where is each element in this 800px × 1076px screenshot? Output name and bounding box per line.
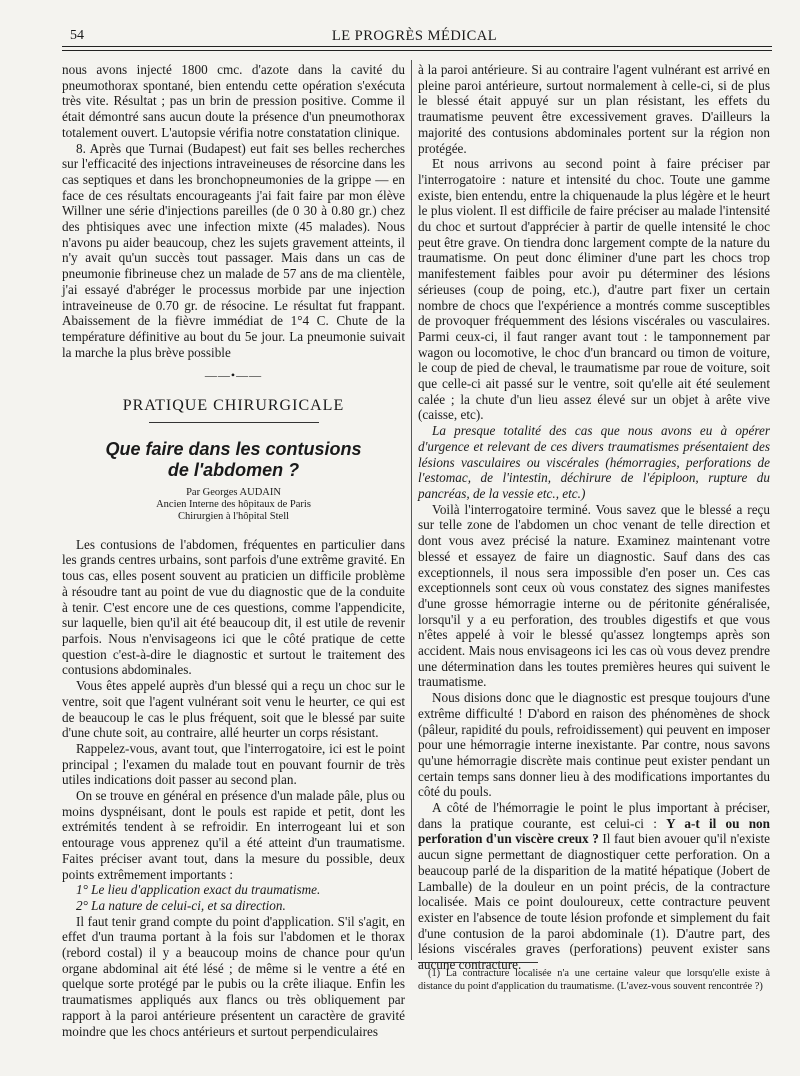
right-column	[418, 62, 770, 973]
ornament-divider: ——•——	[204, 368, 263, 383]
left-column	[62, 62, 405, 1039]
author-byline: Par Georges AUDAIN	[186, 486, 281, 498]
paragraph: Voilà l'interrogatoire terminé. Vous savez que le blessé a reçu sur telle zone de l'abdomen un choc venant de telle direction et dont vous avez précisé la nature. Examinez maintenant votre blessé et essayez de faire un diagnostic. Sauf dans des cas exceptionnels, il nous sera impossible d'en poser un. Ces cas exceptionnels sont ceux où vous constatez des signes manifestes d'une grosse hémorragie interne ou de péritonite généralisée, lorsqu'il y a eu perforation, des troubles digestifs et que vous n'êtes appelé à voir le blessé qu'assez longtemps après son accident. Mais nous envisageons ici les cas où vous devez prendre une détermination dans les toutes premières heures qui suivent le traumatisme.	[418, 501, 770, 690]
paragraph: Et nous arrivons au second point à faire préciser par l'interrogatoire : nature et intensité du choc. Toute une gamme existe, bien entendu, entre la chiquenaude la plus légère et le heurt le plus violent. Il est difficile de faire préciser au malade l'intensité du choc et surtout d'apprécier à partir de quelle intensité le choc peut être grave. On tiendra donc largement compte de la nature du traumatisme. On peut donc éliminer d'une part les chocs trop manifestement faibles pour avoir pu déterminer des lésions sérieuses (coup de poing, etc.), d'autre part fixer un certain nombre de chocs que l'expérience a montrés comme susceptibles de provoquer fréquemment des lésions viscérales ou vasculaires. Parmi ceux-ci, il faut ranger avant tout : le tamponnement par wagon ou locomotive, le choc d'un brancard ou timon de voiture, le coup de pied de cheval, le traumatisme par roue de voiture, soit que celle-ci ait passé sur le ventre, soit qu'elle ait été seulement calée ; la chute d'un lieu assez élevé sur un objet à arête vive (caisse, etc).	[418, 156, 770, 423]
list-item: 1° Le lieu d'application exact du traumatisme.	[76, 882, 321, 898]
paragraph: nous avons injecté 1800 cmc. d'azote dans la cavité du pneumothorax spontané, bien entendu cette opération s'exécuta très vite. Résultat ; pas un brin de pression positive. Comme il était démontré sans aucun doute la présence d'un pneumothorax totalement ouvert. L'autopsie vérifia notre constatation clinique.	[62, 62, 405, 140]
section-rule	[149, 422, 319, 423]
paragraph: Les contusions de l'abdomen, fréquentes en particulier dans les grands centres urbains, sont parfois d'une extrême gravité. En tous cas, elles posent souvent au praticien un difficile problème à résoudre tant au point de vue du diagnostic que de la conduite à tenir. C'est encore une de ces questions, comme l'appendicite, sur laquelle, bien qu'il ait été beaucoup dit, il est utile de revenir parfois. Nous n'envisageons ici que le côté pratique de cette question c'est-à-dire le diagnostic et surtout le traitement des contusions abdominales.	[62, 536, 405, 678]
section-heading: PRATIQUE CHIRURGICALE	[122, 397, 345, 415]
paragraph: 8. Après que Turnai (Budapest) eut fait ses belles recherches sur l'efficacité des injections intraveineuses de résorcine dans les cas septiques et dans les bronchopneumonies de la grippe — en face de ces résultats encourageants j'ai fait faire par mon élève Willner une série d'injections pareilles (de 0 30 à 0.80 gr.) chez des phtisiques avec une infection mixte (45 malades). Nous n'avons pu aider beaucoup, chez les sujets gravement atteints, il n'y avait qu'un succès tout passager. Mais dans un cas de pneumonie fibrineuse chez un malade de 57 ans de ma clientèle, j'ai essayé d'abréger le processus morbide par une injection intraveineuse de 0.70 gr. de résocine. Le résultat fut frappant. Abaissement de la fièvre immédiat de 1°4 C. Chute de la température définitive au bout du 5e jour. La pneumonie suivait la marche la plus brève possible	[62, 140, 405, 360]
author-affiliation	[62, 499, 405, 523]
paragraph: On se trouve en général en présence d'un malade pâle, plus ou moins dyspnéisant, dont le pouls est rapide et petit, dont les extrémités tendent à se refroidir. En interrogeant lui et son entourage vous apprenez qu'il a été atteint d'un traumatisme. Faites préciser avant tout, dans la mesure du possible, deux points extrêmement importants :	[62, 788, 405, 882]
footnote: (1) La contracture localisée n'a une certaine valeur que lorsqu'elle existe à distance du point d'application du traumatisme. (L'avez-vous souvent rencontrée ?)	[418, 968, 770, 992]
journal-title: LE PROGRÈS MÉDICAL	[331, 28, 498, 44]
paragraph: Vous êtes appelé auprès d'un blessé qui a reçu un choc sur le ventre, soit que l'agent vulnérant soit venu le heurter, ce qui est de beaucoup le cas le plus fréquent, soit que le blessé par suite d'une chute soit, au contraire, allé heurter un corps résistant.	[62, 678, 405, 741]
text-run: A côté de l'hémorragie le point le plus important à préciser, dans la pratique courante, est celui-ci :	[418, 800, 770, 831]
paragraph: à la paroi antérieure. Si au contraire l'agent vulnérant est arrivé en pleine paroi antérieure, surtout normalement à celle-ci, si de plus le blessé était appuyé sur un plan résistant, les effets du traumatisme peuvent être excessivement graves. D'ailleurs la majorité des contusions abdominales portent sur la région non protégée.	[418, 62, 770, 156]
footnote-rule	[418, 962, 538, 963]
text-run: Il faut bien avouer qu'il n'existe aucun signe permettant de diagnostiquer cette perforation. On a beaucoup parlé de la disparition de la matité hépatique (Jobert de Lamballe) de la douleur en un point précis, de la contracture localisée. Mais ce point douloureux, cette contracture peuvent exister en l'absence de toute lésion profonde et simplement du fait d'une contusion de la paroi abdominale (1). D'autre part, des lésions viscérales graves (perforations) peuvent exister sans aucune contracture.	[418, 831, 770, 973]
affiliation-line: Chirurgien à l'hôpital Stell	[177, 510, 290, 522]
header-rule	[62, 46, 772, 47]
article-title	[62, 439, 405, 481]
bold-question: Y a-t il ou non perforation d'un viscère creux ?	[418, 815, 770, 847]
paragraph	[418, 800, 770, 973]
affiliation-line: Ancien Interne des hôpitaux de Paris	[156, 498, 311, 510]
column-divider	[411, 60, 412, 960]
paragraph: Rappelez-vous, avant tout, que l'interrogatoire, ici est le point principal ; l'examen du malade tout en pouvant fournir de très utiles indications doit passer au second plan.	[62, 740, 405, 788]
paragraph: Nous disions donc que le diagnostic est presque toujours d'une extrême difficulté ! D'abord en raison des phénomènes de shock (pâleur, rapidité du pouls, refroidissement) qui peuvent en imposer pour une hémorragie interne inexistante. Par contre, nous savons qu'une hémorragie discrète mais continue peut exister pendant un certain temps sans donner lieu à des modifications importantes du côté du pouls.	[418, 690, 770, 800]
page-number: 54	[70, 28, 84, 43]
article-title-line: Que faire dans les contusions	[105, 438, 362, 459]
paragraph: La presque totalité des cas que nous avons eu à opérer d'urgence et relevant de ces divers traumatismes présentaient des lésions vasculaires ou viscérales (hémorragies, perforations de l'estomac, de l'intestin, déchirure de l'épiploon, rupture du pancréas, de la vessie etc., etc.)	[418, 423, 770, 501]
list-item: 2° La nature de celui-ci, et sa direction.	[76, 897, 286, 913]
paragraph: Il faut tenir grand compte du point d'application. S'il s'agit, en effet d'un trauma portant à la fois sur l'abdomen et le thorax (rebord costal) il y a beaucoup moins de chance pour qu'un organe abdominal ait été lésé ; de même si le ventre a été en quelque sorte protégé par le pubis ou la crête iliaque. Enfin les traumatismes appliqués aux flancs ou très obliquement par rapport à la paroi antérieure présentent un caractère de gravité moindre que les chocs antérieurs et surtout perpendiculaires	[62, 913, 405, 1039]
page-header	[62, 26, 767, 46]
article-title-line: de l'abdomen ?	[167, 459, 300, 480]
header-rule-thin	[62, 50, 772, 51]
